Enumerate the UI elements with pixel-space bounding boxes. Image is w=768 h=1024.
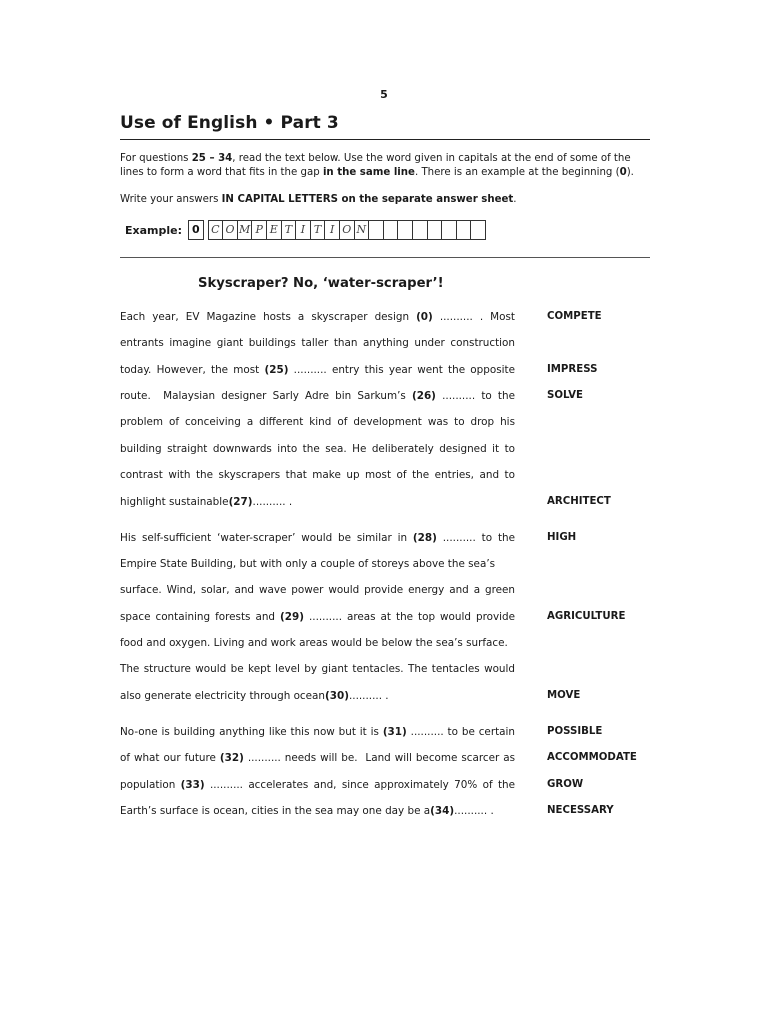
text-line: The structure would be kept level by giant tentacles. The tentacles would bbox=[120, 663, 515, 675]
text-line: Earth’s surface is ocean, cities in the sea may one day be a (34) .......... . bbox=[120, 805, 494, 817]
letter-box: P bbox=[251, 220, 267, 240]
letter-box bbox=[456, 220, 472, 240]
text-line: contrast with the skyscrapers that make up most of the entries, and to bbox=[120, 469, 515, 481]
letter-box: I bbox=[295, 220, 311, 240]
letter-box: M bbox=[237, 220, 253, 240]
text-line: today. However, the most (25) .......... entry this year went the opposite bbox=[120, 364, 515, 376]
keyword-architect: ARCHITECT bbox=[547, 496, 611, 507]
part-title: Use of English • Part 3 bbox=[120, 113, 339, 133]
letter-box: O bbox=[339, 220, 355, 240]
example-number-box: 0 bbox=[188, 220, 204, 240]
example-row bbox=[125, 219, 485, 241]
text-line: food and oxygen. Living and work areas would be below the sea’s surface. bbox=[120, 637, 508, 649]
letter-box bbox=[427, 220, 443, 240]
title-divider bbox=[120, 139, 650, 140]
letter-boxes bbox=[208, 220, 485, 240]
example-label: Example: bbox=[125, 223, 182, 237]
answer-instruction: Write your answers IN CAPITAL LETTERS on the separate answer sheet. bbox=[120, 194, 517, 205]
text-line: His self-sufficient ‘water-scraper’ would be similar in (28) .......... to the bbox=[120, 532, 515, 544]
text-line: Empire State Building, but with only a couple of storeys above the sea’s bbox=[120, 558, 496, 570]
letter-box: I bbox=[324, 220, 340, 240]
keyword-high: HIGH bbox=[547, 532, 577, 543]
text-line: surface. Wind, solar, and wave power would provide energy and a green bbox=[120, 584, 515, 596]
text-line: space containing forests and (29) .......... areas at the top would provide bbox=[120, 611, 515, 623]
text-line: No-one is building anything like this now but it is (31) .......... to be certain bbox=[120, 726, 516, 738]
text-line: of what our future (32) .......... needs will be. Land will become scarcer as bbox=[120, 752, 515, 764]
example-answer-boxes bbox=[188, 220, 485, 240]
letter-box bbox=[368, 220, 384, 240]
letter-box: T bbox=[310, 220, 326, 240]
keyword-possible: POSSIBLE bbox=[547, 726, 603, 737]
keyword-impress: IMPRESS bbox=[547, 364, 598, 375]
letter-box: C bbox=[208, 220, 224, 240]
letter-box: E bbox=[266, 220, 282, 240]
section-divider bbox=[120, 257, 650, 258]
letter-box bbox=[441, 220, 457, 240]
text-line: population (33) .......... accelerates and, since approximately 70% of the bbox=[120, 779, 515, 791]
keyword-move: MOVE bbox=[547, 690, 581, 701]
letter-box bbox=[412, 220, 428, 240]
keyword-necessary: NECESSARY bbox=[547, 805, 614, 816]
letter-box: O bbox=[222, 220, 238, 240]
letter-box: T bbox=[281, 220, 297, 240]
keyword-accommodate: ACCOMMODATE bbox=[547, 752, 637, 763]
letter-box: N bbox=[354, 220, 370, 240]
text-line: route. Malaysian designer Sarly Adre bin Sarkum’s (26) .......... to the bbox=[120, 390, 515, 402]
text-line: building straight downwards into the sea. He deliberately designed it to bbox=[120, 443, 515, 455]
keyword-agriculture: AGRICULTURE bbox=[547, 611, 626, 622]
instructions-text: For questions 25 – 34, read the text below. Use the word given in capitals at the end of some of the lines to form a word that fits in the gap in the same line. There is an example at the beginning (0). bbox=[120, 153, 634, 178]
keyword-compete: COMPETE bbox=[547, 311, 602, 322]
text-line: entrants imagine giant buildings taller than anything under construction bbox=[120, 337, 515, 349]
letter-box bbox=[397, 220, 413, 240]
text-line: highlight sustainable (27) .......... . bbox=[120, 496, 293, 508]
page-number: 5 bbox=[380, 88, 388, 101]
letter-box bbox=[383, 220, 399, 240]
text-line: problem of conceiving a different kind of development was to drop his bbox=[120, 416, 515, 428]
text-line: also generate electricity through ocean (30) .......... . bbox=[120, 690, 389, 702]
text-line: Each year, EV Magazine hosts a skyscraper design (0) .......... . Most bbox=[120, 311, 515, 323]
letter-box bbox=[470, 220, 486, 240]
keyword-grow: GROW bbox=[547, 779, 584, 790]
text-title: Skyscraper? No, ‘water-scraper’! bbox=[198, 276, 444, 291]
keyword-solve: SOLVE bbox=[547, 390, 583, 401]
